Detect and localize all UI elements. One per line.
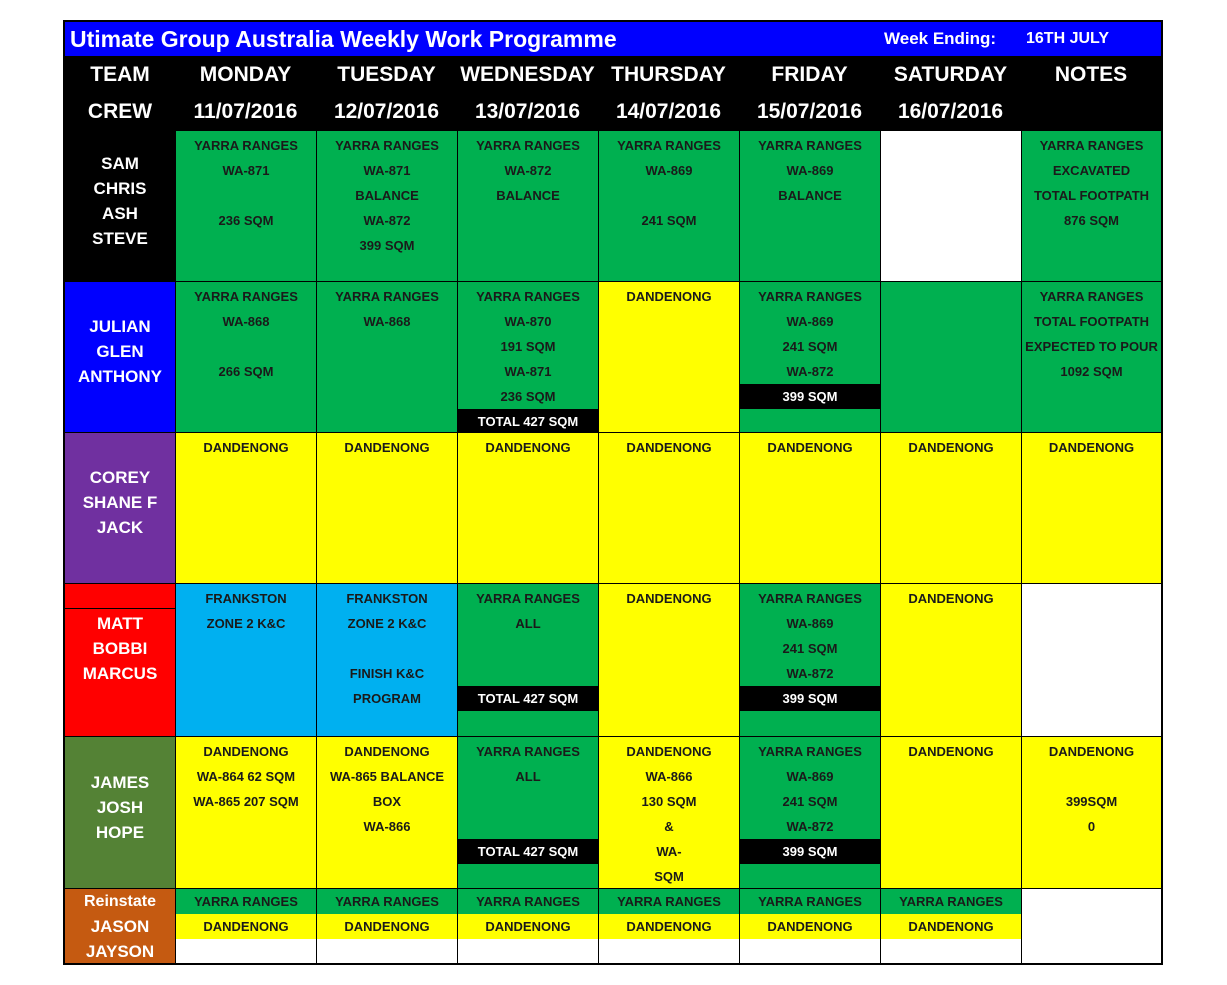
cell-line: YARRA RANGES: [1039, 138, 1144, 153]
cell-line: WA-864 62 SQM: [196, 769, 296, 784]
reinstate-crew-cell: [65, 888, 175, 963]
cell-line: WA-868: [363, 314, 411, 329]
reinstate-top-line: YARRA RANGES: [176, 889, 316, 914]
schedule-cell: [880, 432, 1021, 583]
cell-line: DANDENONG: [767, 440, 853, 455]
cell-line: DANDENONG: [203, 440, 289, 455]
schedule-cell: [880, 281, 1021, 432]
total-bar: TOTAL 427 SQM: [458, 686, 598, 711]
cell-line: YARRA RANGES: [335, 289, 439, 304]
cell-line: DANDENONG: [908, 440, 994, 455]
reinstate-bottom-line: DANDENONG: [740, 914, 880, 939]
cell-line: BOX: [372, 794, 402, 809]
reinstate-bottom-line: DANDENONG: [599, 914, 739, 939]
cell-line: BALANCE: [778, 188, 842, 203]
schedule-cell: [598, 736, 739, 888]
cell-line: DANDENONG: [344, 440, 430, 455]
schedule-cell: [1021, 583, 1161, 736]
schedule-cell: [175, 130, 316, 281]
cell-line: YARRA RANGES: [194, 138, 298, 153]
reinstate-cell: [457, 888, 598, 963]
total-bar: 399 SQM: [740, 384, 880, 409]
cell-line: WA-865 207 SQM: [193, 794, 299, 809]
column-header-day: NOTES: [1054, 63, 1128, 86]
column-header-day: WEDNESDAY: [460, 63, 595, 86]
cell-line: YARRA RANGES: [476, 138, 580, 153]
cell-line: WA-872: [786, 819, 834, 834]
cell-line: 241 SQM: [782, 641, 838, 656]
cell-line: 399SQM: [1065, 794, 1118, 809]
cell-line: WA-: [656, 844, 682, 859]
reinstate-bottom-line: DANDENONG: [317, 914, 457, 939]
cell-line: DANDENONG: [908, 744, 994, 759]
column-header-date: CREW: [87, 100, 153, 123]
schedule-cell: [739, 583, 880, 736]
cell-line: YARRA RANGES: [476, 591, 580, 606]
cell-line: [176, 334, 316, 359]
cell-line: ZONE 2 K&C: [206, 616, 286, 631]
column-header-date: 14/07/2016: [615, 100, 722, 123]
schedule-cell: [739, 281, 880, 432]
cell-line: [1022, 764, 1161, 789]
week-ending-label: Week Ending:: [884, 29, 997, 48]
reinstate-top-line: YARRA RANGES: [458, 889, 598, 914]
schedule-cell: [175, 432, 316, 583]
crew-member-name: BOBBI: [92, 639, 148, 658]
reinstate-bottom-line: DANDENONG: [881, 914, 1021, 939]
schedule-cell: [598, 130, 739, 281]
cell-line: DANDENONG: [1048, 440, 1135, 455]
schedule-cell: [598, 432, 739, 583]
schedule-cell: [1021, 130, 1161, 281]
cell-line: TOTAL FOOTPATH: [1033, 188, 1150, 203]
cell-line: 266 SQM: [218, 364, 274, 379]
reinstate-bottom-line: DANDENONG: [176, 914, 316, 939]
crew-member-name: ASH: [102, 204, 138, 223]
cell-line: YARRA RANGES: [1039, 289, 1144, 304]
cell-line: WA-872: [786, 666, 834, 681]
crew-cell: [65, 736, 175, 888]
column-header-date: 16/07/2016: [897, 100, 1004, 123]
cell-line: WA-872: [504, 163, 552, 178]
page-title: Utimate Group Australia Weekly Work Programme: [70, 26, 617, 52]
crew-member-name: JACK: [96, 518, 144, 537]
cell-line: DANDENONG: [626, 440, 712, 455]
schedule-cell: [880, 583, 1021, 736]
cell-line: EXCAVATED: [1052, 163, 1131, 178]
cell-line: FRANKSTON: [205, 591, 287, 606]
cell-line: 236 SQM: [500, 389, 556, 404]
crew-member-name: JASON: [90, 917, 150, 936]
cell-line: SQM: [654, 869, 684, 884]
crew-member-name: GLEN: [96, 342, 144, 361]
schedule-cell: [457, 583, 598, 736]
cell-line: WA-869: [786, 163, 834, 178]
schedule-cell: [1021, 432, 1161, 583]
cell-line: [176, 183, 316, 208]
schedule-cell: [880, 130, 1021, 281]
column-header-day: THURSDAY: [611, 63, 726, 86]
cell-line: 191 SQM: [500, 339, 556, 354]
reinstate-top-line: YARRA RANGES: [317, 889, 457, 914]
cell-line: DANDENONG: [485, 440, 571, 455]
reinstate-cell: [880, 888, 1021, 963]
cell-line: FINISH K&C: [349, 666, 425, 681]
schedule-cell: [598, 281, 739, 432]
cell-line: 236 SQM: [218, 213, 274, 228]
cell-line: YARRA RANGES: [758, 138, 862, 153]
schedule-cell: [598, 583, 739, 736]
total-bar: 399 SQM: [740, 839, 880, 864]
cell-line: [317, 636, 457, 661]
crew-cell: [65, 583, 175, 736]
cell-line: WA-869: [786, 616, 834, 631]
reinstate-cell: [316, 888, 457, 963]
cell-line: YARRA RANGES: [758, 744, 862, 759]
week-ending-value: 16TH JULY: [1026, 30, 1109, 47]
column-header-date: 13/07/2016: [474, 100, 581, 123]
column-header-band: [65, 56, 1161, 130]
cell-line: WA-869: [786, 314, 834, 329]
cell-line: WA-871: [504, 364, 552, 379]
crew-member-name: MATT: [97, 614, 143, 633]
cell-line: WA-870: [504, 314, 552, 329]
cell-line: WA-865 BALANCE: [329, 769, 445, 784]
column-header-date: 15/07/2016: [756, 100, 863, 123]
crew-member-name: JAYSON: [85, 942, 155, 961]
crew-cell: [65, 281, 175, 432]
schedule-cell: [457, 130, 598, 281]
cell-line: DANDENONG: [203, 744, 289, 759]
cell-line: WA-872: [363, 213, 411, 228]
cell-line: 130 SQM: [641, 794, 697, 809]
cell-line: DANDENONG: [908, 591, 994, 606]
work-programme-sheet: [63, 20, 1163, 965]
crew-member-name: MARCUS: [82, 664, 158, 683]
cell-line: WA-871: [363, 163, 411, 178]
reinstate-top-line: YARRA RANGES: [740, 889, 880, 914]
cell-line: 0: [1087, 819, 1096, 834]
reinstate-cell: [175, 888, 316, 963]
schedule-cell: [316, 583, 457, 736]
cell-line: 241 SQM: [782, 794, 838, 809]
cell-line: 241 SQM: [782, 339, 838, 354]
reinstate-label: Reinstate: [83, 893, 157, 910]
schedule-cell: [175, 583, 316, 736]
column-header-day: FRIDAY: [771, 63, 848, 86]
schedule-cell: [175, 281, 316, 432]
cell-line: ZONE 2 K&C: [347, 616, 427, 631]
column-header-day: MONDAY: [199, 63, 292, 86]
cell-line: 876 SQM: [1064, 213, 1119, 228]
cell-line: DANDENONG: [626, 744, 712, 759]
cell-line: ALL: [515, 769, 541, 784]
cell-line: 1092 SQM: [1060, 364, 1123, 379]
cell-line: DANDENONG: [626, 289, 712, 304]
column-header-date: 12/07/2016: [333, 100, 440, 123]
cell-line: TOTAL FOOTPATH: [1033, 314, 1150, 329]
schedule-cell: [316, 130, 457, 281]
cell-line: YARRA RANGES: [335, 138, 439, 153]
crew-member-name: CHRIS: [93, 179, 147, 198]
cell-line: YARRA RANGES: [476, 744, 580, 759]
schedule-cell: [316, 432, 457, 583]
schedule-cell: [316, 736, 457, 888]
crew-cell: [65, 130, 175, 281]
cell-line: WA-869: [645, 163, 693, 178]
cell-line: WA-866: [363, 819, 411, 834]
cell-line: YARRA RANGES: [617, 138, 721, 153]
reinstate-bottom-line: DANDENONG: [458, 914, 598, 939]
column-header-date: [1021, 93, 1161, 130]
cell-line: YARRA RANGES: [758, 289, 862, 304]
schedule-cell: [457, 736, 598, 888]
reinstate-top-line: YARRA RANGES: [881, 889, 1021, 914]
cell-line: DANDENONG: [344, 744, 430, 759]
crew-member-name: JOSH: [96, 798, 144, 817]
column-header-day: TUESDAY: [337, 63, 436, 86]
cell-line: WA-872: [786, 364, 834, 379]
title-bar: [65, 22, 1161, 56]
total-bar: TOTAL 427 SQM: [458, 409, 598, 434]
column-header-day: SATURDAY: [893, 63, 1008, 86]
cell-line: ALL: [515, 616, 541, 631]
schedule-cell: [316, 281, 457, 432]
cell-line: EXPECTED TO POUR: [1025, 339, 1158, 354]
cell-line: 399 SQM: [359, 238, 415, 253]
reinstate-cell: [598, 888, 739, 963]
cell-line: PROGRAM: [353, 691, 421, 706]
schedule-cell: [739, 736, 880, 888]
reinstate-top-line: YARRA RANGES: [599, 889, 739, 914]
cell-line: YARRA RANGES: [194, 289, 298, 304]
cell-line: BALANCE: [355, 188, 419, 203]
cell-line: FRANKSTON: [346, 591, 428, 606]
total-bar: TOTAL 427 SQM: [458, 839, 598, 864]
cell-line: &: [664, 819, 674, 834]
schedule-cell: [739, 130, 880, 281]
column-header-day: TEAM: [90, 63, 150, 86]
total-bar: 399 SQM: [740, 686, 880, 711]
cell-line: YARRA RANGES: [476, 289, 580, 304]
schedule-cell: [880, 736, 1021, 888]
reinstate-cell: [1021, 888, 1161, 963]
cell-line: YARRA RANGES: [758, 591, 862, 606]
cell-line: WA-866: [645, 769, 693, 784]
crew-member-name: SAM: [101, 154, 139, 173]
schedule-cell: [739, 432, 880, 583]
crew-member-name: JAMES: [90, 773, 150, 792]
crew-member-name: SHANE F: [82, 493, 158, 512]
schedule-cell: [457, 432, 598, 583]
cell-line: WA-869: [786, 769, 834, 784]
crew-member-name: ANTHONY: [77, 367, 163, 386]
crew-member-name: JULIAN: [89, 317, 151, 336]
reinstate-cell: [739, 888, 880, 963]
cell-line: DANDENONG: [626, 591, 712, 606]
cell-line: WA-871: [222, 163, 270, 178]
cell-line: 241 SQM: [641, 213, 697, 228]
schedule-cell: [1021, 281, 1161, 432]
schedule-cell: [1021, 736, 1161, 888]
crew-cell: [65, 432, 175, 583]
cell-line: DANDENONG: [1048, 744, 1135, 759]
crew-member-name: STEVE: [92, 229, 148, 248]
schedule-cell: [457, 281, 598, 432]
crew-member-name: COREY: [89, 468, 151, 487]
column-header-date: 11/07/2016: [193, 100, 298, 123]
cell-line: WA-868: [222, 314, 270, 329]
schedule-cell: [175, 736, 316, 888]
crew-member-name: HOPE: [95, 823, 145, 842]
cell-line: BALANCE: [496, 188, 560, 203]
cell-line: [599, 183, 739, 208]
